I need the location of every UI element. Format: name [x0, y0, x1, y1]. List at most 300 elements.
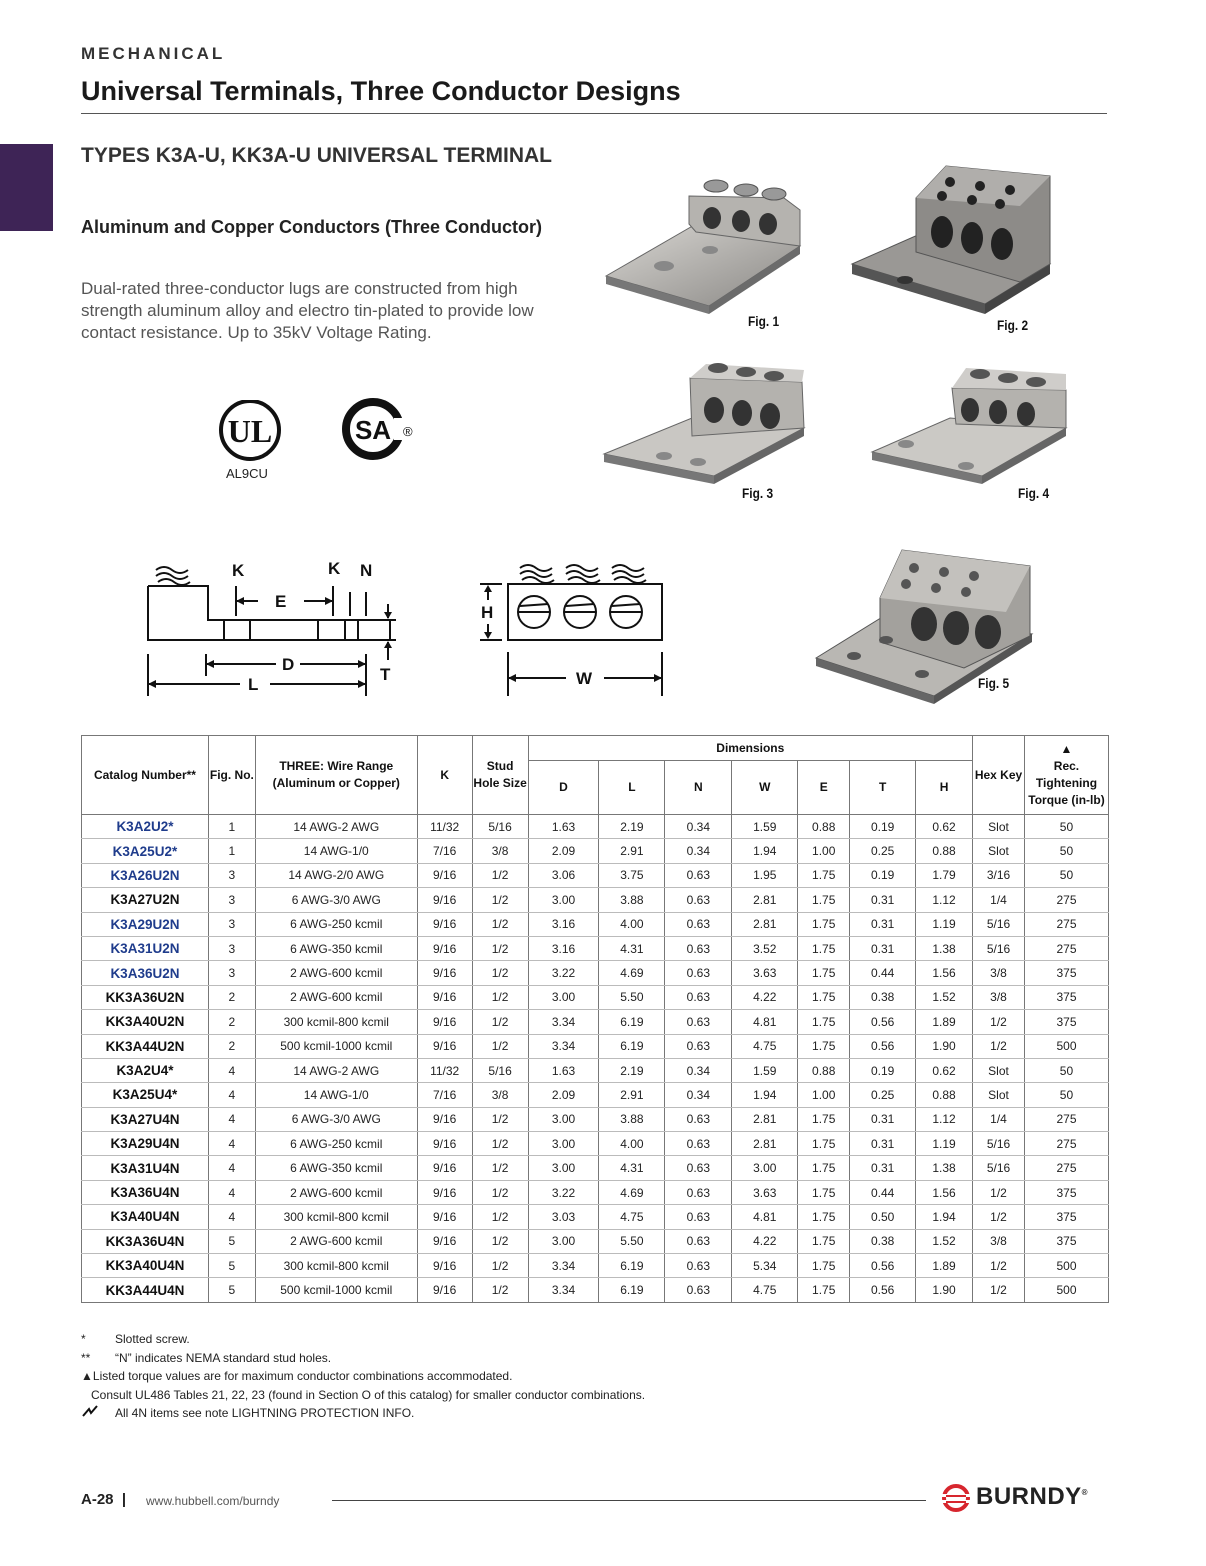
cell-w: 4.81 [732, 1010, 798, 1034]
cell-cat[interactable]: K3A26U2N [82, 863, 209, 887]
cell-wire: 6 AWG-350 kcmil [255, 1156, 417, 1180]
table-row [82, 888, 1109, 912]
cell-cat: KK3A40U2N [82, 1010, 209, 1034]
cell-k: 11/32 [417, 815, 472, 839]
cell-w: 5.34 [732, 1254, 798, 1278]
cell-d: 3.16 [528, 936, 599, 960]
cell-w: 1.95 [732, 863, 798, 887]
fig3-photo [602, 358, 807, 488]
note-consult: Consult UL486 Tables 21, 22, 23 (found in Section O of this catalog) for smaller conductor combinations. [91, 1387, 646, 1402]
cell-w: 2.81 [732, 888, 798, 912]
section-label: MECHANICAL [81, 44, 226, 63]
cell-hex: Slot [973, 839, 1025, 863]
cell-l: 3.88 [599, 1107, 665, 1131]
cell-stud: 1/2 [472, 936, 528, 960]
cell-l: 3.88 [599, 888, 665, 912]
fig1-photo [604, 166, 804, 316]
cell-l: 4.00 [599, 1132, 665, 1156]
cell-hex: 1/2 [973, 1278, 1025, 1302]
cell-h: 1.52 [916, 985, 973, 1009]
csa-registered-mark: ® [403, 424, 413, 439]
header-d: D [528, 761, 599, 815]
cell-t: 0.25 [850, 839, 916, 863]
header-hex-key: Hex Key [973, 736, 1025, 815]
dim-label-h: H [481, 603, 494, 622]
cell-cat: K3A27U4N [82, 1107, 209, 1131]
table-row [82, 936, 1109, 960]
cell-cat: KK3A44U2N [82, 1034, 209, 1058]
cell-d: 3.00 [528, 1229, 599, 1253]
cell-fig: 2 [208, 1010, 255, 1034]
cell-wire: 2 AWG-600 kcmil [255, 985, 417, 1009]
cell-fig: 4 [208, 1107, 255, 1131]
cell-wire: 300 kcmil-800 kcmil [255, 1205, 417, 1229]
cell-e: 1.75 [798, 1278, 850, 1302]
cell-fig: 4 [208, 1180, 255, 1204]
cell-t: 0.31 [850, 912, 916, 936]
cell-torque: 375 [1024, 1229, 1108, 1253]
header-fig: Fig. No. [208, 736, 255, 815]
cell-l: 4.69 [599, 961, 665, 985]
cell-l: 4.31 [599, 936, 665, 960]
cell-l: 5.50 [599, 985, 665, 1009]
cell-w: 1.94 [732, 1083, 798, 1107]
cell-l: 4.31 [599, 1156, 665, 1180]
cell-w: 3.00 [732, 1156, 798, 1180]
cell-wire: 6 AWG-350 kcmil [255, 936, 417, 960]
product-heading: TYPES K3A-U, KK3A-U UNIVERSAL TERMINAL [81, 144, 552, 167]
cell-torque: 500 [1024, 1278, 1108, 1302]
header-stud-hole: Stud Hole Size [472, 736, 528, 815]
cell-wire: 14 AWG-1/0 [255, 839, 417, 863]
table-row [82, 815, 1109, 839]
cell-d: 3.16 [528, 912, 599, 936]
cell-e: 1.75 [798, 936, 850, 960]
cell-torque: 275 [1024, 888, 1108, 912]
cell-torque: 275 [1024, 1156, 1108, 1180]
cell-cat: K3A27U2N [82, 888, 209, 912]
cell-n: 0.63 [665, 1156, 732, 1180]
cell-hex: 1/2 [973, 1205, 1025, 1229]
cell-e: 1.75 [798, 1229, 850, 1253]
cell-fig: 4 [208, 1205, 255, 1229]
fig3-label: Fig. 3 [742, 485, 774, 501]
header-torque [1024, 736, 1108, 815]
cell-stud: 1/2 [472, 1010, 528, 1034]
cell-stud: 3/8 [472, 1083, 528, 1107]
cell-torque: 50 [1024, 863, 1108, 887]
cell-n: 0.63 [665, 1254, 732, 1278]
cell-k: 9/16 [417, 1107, 472, 1131]
dim-label-e: E [275, 592, 287, 611]
cell-k: 9/16 [417, 1205, 472, 1229]
title-rule [81, 113, 1107, 114]
cell-t: 0.56 [850, 1278, 916, 1302]
cell-w: 4.75 [732, 1278, 798, 1302]
cell-torque: 375 [1024, 1205, 1108, 1229]
cell-h: 1.89 [916, 1010, 973, 1034]
fig5-label: Fig. 5 [978, 675, 1010, 691]
dim-label-l: L [248, 675, 259, 694]
cell-hex: 5/16 [973, 1156, 1025, 1180]
cell-k: 9/16 [417, 1278, 472, 1302]
torque-triangle-icon: ▲ [1060, 742, 1073, 756]
table-row [82, 1180, 1109, 1204]
cell-k: 9/16 [417, 1254, 472, 1278]
table-row [82, 1132, 1109, 1156]
cell-d: 3.00 [528, 985, 599, 1009]
cell-k: 11/32 [417, 1058, 472, 1082]
cell-t: 0.19 [850, 815, 916, 839]
cell-wire: 2 AWG-600 kcmil [255, 961, 417, 985]
cell-torque: 275 [1024, 1107, 1108, 1131]
cell-d: 3.34 [528, 1254, 599, 1278]
cell-stud: 1/2 [472, 863, 528, 887]
cell-wire: 6 AWG-250 kcmil [255, 1132, 417, 1156]
cell-t: 0.38 [850, 1229, 916, 1253]
cell-e: 1.75 [798, 961, 850, 985]
cell-k: 9/16 [417, 863, 472, 887]
cell-torque: 50 [1024, 1083, 1108, 1107]
cell-fig: 5 [208, 1254, 255, 1278]
cell-wire: 500 kcmil-1000 kcmil [255, 1034, 417, 1058]
header-catalog: Catalog Number** [82, 736, 209, 815]
table-row [82, 863, 1109, 887]
cell-k: 9/16 [417, 1132, 472, 1156]
cell-t: 0.38 [850, 985, 916, 1009]
cell-l: 2.91 [599, 839, 665, 863]
dim-label-w: W [576, 669, 593, 688]
cell-wire: 300 kcmil-800 kcmil [255, 1010, 417, 1034]
cell-t: 0.31 [850, 936, 916, 960]
cell-hex: 1/4 [973, 888, 1025, 912]
cell-h: 1.56 [916, 961, 973, 985]
front-dimension-drawing [472, 556, 672, 701]
cell-n: 0.63 [665, 1229, 732, 1253]
page-title: Universal Terminals, Three Conductor Designs [81, 76, 681, 106]
cell-t: 0.50 [850, 1205, 916, 1229]
side-dimension-drawing [140, 556, 410, 701]
cell-k: 9/16 [417, 912, 472, 936]
cell-fig: 2 [208, 985, 255, 1009]
cell-wire: 6 AWG-250 kcmil [255, 912, 417, 936]
cell-h: 1.19 [916, 1132, 973, 1156]
header-w: W [732, 761, 798, 815]
cell-torque: 275 [1024, 912, 1108, 936]
cell-w: 4.81 [732, 1205, 798, 1229]
cell-torque: 50 [1024, 815, 1108, 839]
cell-d: 3.34 [528, 1034, 599, 1058]
cell-hex: 1/2 [973, 1010, 1025, 1034]
cell-wire: 300 kcmil-800 kcmil [255, 1254, 417, 1278]
header-t: T [850, 761, 916, 815]
cell-cat[interactable]: K3A25U2* [82, 839, 209, 863]
cell-fig: 3 [208, 888, 255, 912]
header-k: K [417, 736, 472, 815]
note-torque: ▲Listed torque values are for maximum conductor combinations accommodated. [81, 1369, 513, 1383]
cell-wire: 6 AWG-3/0 AWG [255, 1107, 417, 1131]
cell-stud: 1/2 [472, 1278, 528, 1302]
cell-d: 3.22 [528, 961, 599, 985]
product-description: Dual-rated three-conductor lugs are constructed from high strength aluminum alloy and electro tin-plated to provide low contact resistance. Up to 35kV Voltage Rating. [81, 279, 534, 342]
cell-n: 0.63 [665, 961, 732, 985]
table-row [82, 1278, 1109, 1302]
cell-h: 0.62 [916, 1058, 973, 1082]
cell-hex: 5/16 [973, 912, 1025, 936]
cell-d: 3.06 [528, 863, 599, 887]
cell-t: 0.44 [850, 1180, 916, 1204]
cell-hex: 3/16 [973, 863, 1025, 887]
cell-cat[interactable]: K3A36U2N [82, 961, 209, 985]
cell-h: 1.79 [916, 863, 973, 887]
header-l: L [599, 761, 665, 815]
note-lightning: All 4N items see note LIGHTNING PROTECTION INFO. [81, 1404, 645, 1423]
cell-stud: 1/2 [472, 1034, 528, 1058]
cell-cat: K3A36U4N [82, 1180, 209, 1204]
cell-d: 2.09 [528, 1083, 599, 1107]
page-number: A-28 | [81, 1491, 127, 1508]
header-e: E [798, 761, 850, 815]
cell-w: 1.59 [732, 815, 798, 839]
cell-n: 0.63 [665, 985, 732, 1009]
cell-h: 1.52 [916, 1229, 973, 1253]
table-row [82, 1010, 1109, 1034]
cell-e: 1.75 [798, 1107, 850, 1131]
cell-t: 0.25 [850, 1083, 916, 1107]
cell-l: 6.19 [599, 1034, 665, 1058]
burndy-logo-text: BURNDY® [976, 1483, 1089, 1510]
cell-fig: 5 [208, 1278, 255, 1302]
cell-n: 0.34 [665, 815, 732, 839]
cell-k: 9/16 [417, 936, 472, 960]
cell-e: 1.75 [798, 1034, 850, 1058]
header-wire-range: THREE: Wire Range (Aluminum or Copper) [255, 736, 417, 815]
cell-fig: 1 [208, 815, 255, 839]
cell-cat: K3A29U4N [82, 1132, 209, 1156]
cell-e: 1.00 [798, 839, 850, 863]
cell-l: 3.75 [599, 863, 665, 887]
cell-fig: 3 [208, 936, 255, 960]
cell-stud: 1/2 [472, 1132, 528, 1156]
cell-stud: 1/2 [472, 1205, 528, 1229]
cell-wire: 500 kcmil-1000 kcmil [255, 1278, 417, 1302]
header-dimensions: Dimensions [528, 736, 972, 761]
cell-t: 0.56 [850, 1254, 916, 1278]
cell-cat: K3A40U4N [82, 1205, 209, 1229]
cell-torque: 275 [1024, 936, 1108, 960]
cell-torque: 500 [1024, 1254, 1108, 1278]
table-row [82, 1107, 1109, 1131]
ul-logo [216, 400, 286, 470]
cell-w: 3.52 [732, 936, 798, 960]
table-row [82, 961, 1109, 985]
footer-url[interactable]: www.hubbell.com/burndy [146, 1494, 280, 1508]
cell-w: 4.22 [732, 1229, 798, 1253]
cell-n: 0.63 [665, 888, 732, 912]
footer-rule [332, 1500, 926, 1501]
cell-d: 1.63 [528, 1058, 599, 1082]
fig4-label: Fig. 4 [1018, 485, 1050, 501]
table-row [82, 1156, 1109, 1180]
cell-fig: 4 [208, 1156, 255, 1180]
cell-n: 0.34 [665, 1058, 732, 1082]
cell-cat: K3A31U4N [82, 1156, 209, 1180]
cell-stud: 1/2 [472, 985, 528, 1009]
cell-hex: Slot [973, 815, 1025, 839]
cell-n: 0.63 [665, 1278, 732, 1302]
fig2-label: Fig. 2 [997, 317, 1029, 333]
cell-k: 9/16 [417, 1010, 472, 1034]
cell-n: 0.63 [665, 936, 732, 960]
cell-torque: 375 [1024, 1180, 1108, 1204]
cell-stud: 1/2 [472, 1254, 528, 1278]
cell-w: 2.81 [732, 912, 798, 936]
cell-h: 1.94 [916, 1205, 973, 1229]
fig1-label: Fig. 1 [748, 313, 780, 329]
cell-stud: 1/2 [472, 1180, 528, 1204]
table-row [82, 1034, 1109, 1058]
cell-n: 0.63 [665, 1107, 732, 1131]
cell-h: 0.88 [916, 1083, 973, 1107]
spec-table [81, 735, 1109, 1303]
cell-k: 9/16 [417, 888, 472, 912]
cell-e: 1.75 [798, 1156, 850, 1180]
cell-t: 0.19 [850, 1058, 916, 1082]
cell-n: 0.34 [665, 839, 732, 863]
cell-d: 3.03 [528, 1205, 599, 1229]
cell-hex: 5/16 [973, 936, 1025, 960]
cell-k: 9/16 [417, 961, 472, 985]
cell-l: 2.19 [599, 815, 665, 839]
cell-t: 0.31 [850, 888, 916, 912]
cell-k: 7/16 [417, 1083, 472, 1107]
cell-h: 1.38 [916, 1156, 973, 1180]
cell-hex: 1/2 [973, 1254, 1025, 1278]
cell-n: 0.63 [665, 1205, 732, 1229]
cell-h: 1.89 [916, 1254, 973, 1278]
cell-k: 9/16 [417, 1034, 472, 1058]
cell-wire: 14 AWG-1/0 [255, 1083, 417, 1107]
cell-l: 2.91 [599, 1083, 665, 1107]
cell-wire: 14 AWG-2/0 AWG [255, 863, 417, 887]
cell-t: 0.19 [850, 863, 916, 887]
cell-fig: 3 [208, 912, 255, 936]
section-tab [0, 144, 53, 231]
cell-torque: 375 [1024, 1010, 1108, 1034]
cell-l: 6.19 [599, 1254, 665, 1278]
cell-l: 4.00 [599, 912, 665, 936]
cell-cat[interactable]: K3A31U2N [82, 936, 209, 960]
cell-l: 6.19 [599, 1010, 665, 1034]
cell-h: 1.38 [916, 936, 973, 960]
table-row [82, 1254, 1109, 1278]
cell-d: 1.63 [528, 815, 599, 839]
cell-cat: KK3A36U4N [82, 1229, 209, 1253]
product-subheading: Aluminum and Copper Conductors (Three Conductor) [81, 217, 542, 237]
ul-caption: AL9CU [226, 466, 268, 481]
cell-h: 1.90 [916, 1278, 973, 1302]
dim-label-t: T [380, 665, 391, 684]
cell-e: 1.75 [798, 1010, 850, 1034]
cell-wire: 14 AWG-2 AWG [255, 1058, 417, 1082]
cell-n: 0.63 [665, 912, 732, 936]
burndy-logo-icon [942, 1484, 972, 1512]
cell-d: 3.34 [528, 1010, 599, 1034]
dim-label-d: D [282, 655, 295, 674]
cell-torque: 500 [1024, 1034, 1108, 1058]
cell-h: 1.12 [916, 888, 973, 912]
cell-cat[interactable]: K3A2U2* [82, 815, 209, 839]
cell-d: 3.00 [528, 1107, 599, 1131]
header-torque-label: Rec. Tightening Torque (in-lb) [1028, 759, 1105, 807]
cell-torque: 50 [1024, 1058, 1108, 1082]
cell-stud: 5/16 [472, 815, 528, 839]
cell-h: 1.12 [916, 1107, 973, 1131]
cell-torque: 375 [1024, 961, 1108, 985]
cell-e: 1.75 [798, 1132, 850, 1156]
cell-d: 2.09 [528, 839, 599, 863]
cell-w: 1.94 [732, 839, 798, 863]
cell-cat: KK3A44U4N [82, 1278, 209, 1302]
cell-w: 1.59 [732, 1058, 798, 1082]
cell-w: 4.22 [732, 985, 798, 1009]
fig4-photo [870, 358, 1070, 488]
cell-l: 4.75 [599, 1205, 665, 1229]
cell-d: 3.00 [528, 1132, 599, 1156]
cell-hex: 3/8 [973, 985, 1025, 1009]
cell-t: 0.31 [850, 1132, 916, 1156]
cell-stud: 1/2 [472, 1229, 528, 1253]
cell-stud: 1/2 [472, 1107, 528, 1131]
cell-hex: 3/8 [973, 1229, 1025, 1253]
cell-e: 1.75 [798, 985, 850, 1009]
cell-w: 4.75 [732, 1034, 798, 1058]
cell-e: 0.88 [798, 1058, 850, 1082]
header-h: H [916, 761, 973, 815]
cell-stud: 5/16 [472, 1058, 528, 1082]
cell-t: 0.56 [850, 1034, 916, 1058]
header-n: N [665, 761, 732, 815]
cell-stud: 3/8 [472, 839, 528, 863]
cell-d: 3.34 [528, 1278, 599, 1302]
cell-e: 1.00 [798, 1083, 850, 1107]
cell-n: 0.63 [665, 1180, 732, 1204]
table-row [82, 1083, 1109, 1107]
cell-t: 0.44 [850, 961, 916, 985]
cell-hex: 1/2 [973, 1180, 1025, 1204]
cell-wire: 2 AWG-600 kcmil [255, 1180, 417, 1204]
cell-k: 9/16 [417, 1180, 472, 1204]
cell-hex: 3/8 [973, 961, 1025, 985]
table-row [82, 912, 1109, 936]
cell-stud: 1/2 [472, 961, 528, 985]
cell-hex: Slot [973, 1083, 1025, 1107]
cell-w: 3.63 [732, 961, 798, 985]
cell-fig: 3 [208, 863, 255, 887]
cell-h: 1.90 [916, 1034, 973, 1058]
cell-l: 6.19 [599, 1278, 665, 1302]
table-row [82, 1229, 1109, 1253]
cell-e: 1.75 [798, 1205, 850, 1229]
cell-fig: 4 [208, 1132, 255, 1156]
table-row [82, 1058, 1109, 1082]
cell-hex: 5/16 [973, 1132, 1025, 1156]
svg-text:UL: UL [227, 413, 273, 449]
cell-cat[interactable]: K3A29U2N [82, 912, 209, 936]
cell-n: 0.63 [665, 1010, 732, 1034]
note-slotted: * Slotted screw. [81, 1332, 190, 1346]
triangle-icon: ▲ [81, 1369, 93, 1383]
